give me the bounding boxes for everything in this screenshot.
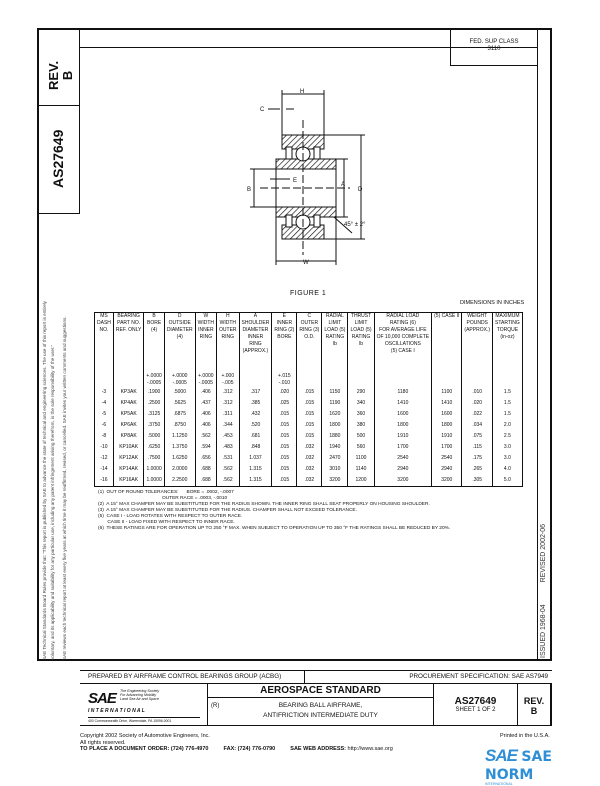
note-line: OUTER RACE = .0003, -.0010 — [98, 496, 228, 501]
cell-thrust: 290 — [348, 387, 374, 398]
cell-c: .032 — [297, 475, 322, 487]
number-cell — [434, 684, 518, 725]
table-row — [95, 453, 523, 464]
cell-d: 2.2500 — [164, 475, 195, 487]
cell-case2: 1600 — [432, 409, 462, 420]
units-note: DIMENSIONS IN INCHES — [460, 300, 525, 306]
fed-sup-class-value: 3110 — [487, 46, 501, 52]
dim-h-label: H — [300, 89, 305, 95]
table-row — [95, 475, 523, 487]
fed-sup-class-box — [450, 28, 537, 66]
note-line: (2) A 15° MAX CHAMFER MAY BE SUBSTITUTED FOR THE RADIUS SHOWN. THE INNER RING SHALL SEAT PROPERLY ON HOUSING SHOULDER. — [98, 502, 430, 507]
column-header-c: C OUTER RING (3) O.D. — [297, 313, 322, 374]
cell-c: .015 — [297, 409, 322, 420]
tolerance — [239, 380, 272, 387]
cell-h: .344 — [217, 420, 240, 431]
cell-b: 1.0000 — [144, 464, 164, 475]
title-cell — [208, 684, 434, 725]
cell-part: KP5AK — [113, 409, 143, 420]
tolerance — [492, 373, 522, 380]
sheet-number: SHEET 1 OF 2 — [455, 707, 496, 713]
cell-h: .312 — [217, 398, 240, 409]
cell-torque: 3.0 — [492, 453, 522, 464]
fed-sup-class-label: FED. SUP CLASS — [469, 39, 519, 45]
tolerance — [113, 380, 143, 387]
sae-logo: SAE — [88, 690, 116, 707]
cell-b: .2500 — [144, 398, 164, 409]
cell-dash: -12 — [95, 453, 114, 464]
tolerance — [374, 373, 432, 380]
cell-e: .020 — [272, 387, 297, 398]
cell-dash: -4 — [95, 398, 114, 409]
cell-c: .015 — [297, 420, 322, 431]
cell-case2: 2540 — [432, 453, 462, 464]
cell-h: .562 — [217, 464, 240, 475]
web-url[interactable]: http://www.sae.org — [347, 746, 393, 752]
cell-d: .6875 — [164, 409, 195, 420]
chamfer-label: 45° ± 2° — [344, 222, 366, 228]
cell-b: .3125 — [144, 409, 164, 420]
tolerance — [432, 373, 462, 380]
cell-thrust: 1100 — [348, 453, 374, 464]
cell-case1: 2540 — [374, 453, 432, 464]
cell-thrust: 380 — [348, 420, 374, 431]
column-header-thrust: THRUST LIMIT LOAD (5) RATING lb — [348, 313, 374, 374]
cell-case1: 2940 — [374, 464, 432, 475]
cell-case2: 1800 — [432, 420, 462, 431]
sae-logo-cell — [80, 684, 208, 725]
note-line: (1) OUT OF ROUND TOLERANCES: BORE = .0002, -.0007 — [98, 490, 234, 495]
tolerance: +.0000 — [195, 373, 216, 380]
disclaimer-line-1: SAE Technical Standards Board Rules provide that: "This report is published by SAE to advance the state of technical and engineering sciences. The use of this report is entirely — [42, 301, 47, 660]
cell-case2: 1100 — [432, 387, 462, 398]
watermark-sub: INTERNATIONAL — [485, 782, 513, 786]
table-row — [95, 431, 523, 442]
cell-radial: 1190 — [322, 398, 348, 409]
rev-cell — [518, 684, 552, 725]
column-header-part: BEARING PART NO. REF. ONLY — [113, 313, 143, 374]
cell-h: .562 — [217, 475, 240, 487]
title-block — [80, 684, 552, 726]
cell-c: .032 — [297, 442, 322, 453]
sae-tagline-2: For Advancing Mobility — [120, 693, 157, 697]
cell-a: .520 — [239, 420, 272, 431]
cell-e: .015 — [272, 420, 297, 431]
cell-weight: .022 — [462, 409, 493, 420]
printed-in: Printed in the U.S.A. — [500, 733, 550, 739]
cell-part: KP8AK — [113, 431, 143, 442]
cell-dash: -14 — [95, 464, 114, 475]
cell-e: .015 — [272, 475, 297, 487]
tolerance: +.0000 — [164, 373, 195, 380]
copyright: Copyright 2002 Society of Automotive Engineers, Inc. — [80, 733, 210, 739]
cell-w: .656 — [195, 453, 216, 464]
rev-box — [37, 28, 80, 106]
revised-date: REVISED 2002-06 — [540, 524, 547, 583]
cell-b: .3750 — [144, 420, 164, 431]
cell-h: .312 — [217, 387, 240, 398]
cell-case1: 1180 — [374, 387, 432, 398]
footer — [80, 733, 393, 753]
rev-label: REV. — [46, 60, 61, 90]
figure-caption: FIGURE 1 — [290, 290, 327, 297]
cell-torque: 2.0 — [492, 420, 522, 431]
tolerance: +.0000 — [144, 373, 164, 380]
cell-e: .015 — [272, 442, 297, 453]
column-header-dash: MS DASH NO. — [95, 313, 114, 374]
cell-torque: 1.5 — [492, 398, 522, 409]
note-line: (6) THESE RATINGS ARE FOR OPERATION UP TO 250 °F MAX. WHEN SUBJECT TO OPERATION UP TO 350 °F THE RATINGS SHALL BE REDUCED BY 20%. — [98, 526, 451, 531]
table-row — [95, 420, 523, 431]
tolerance — [297, 380, 322, 387]
spec-table — [94, 312, 523, 487]
title-line-2: ANTIFRICTION INTERMEDIATE DUTY — [263, 712, 378, 719]
rev-value: B — [60, 70, 75, 81]
cell-radial: 1150 — [322, 387, 348, 398]
tolerance — [297, 373, 322, 380]
cell-part: KP12AK — [113, 453, 143, 464]
procurement-spec: PROCUREMENT SPECIFICATION: SAE AS7949 — [409, 673, 548, 680]
cell-torque: 5.0 — [492, 475, 522, 487]
sae-tagline-3: Land Sea Air and Space — [120, 697, 159, 701]
fax-label: FAX: — [223, 746, 237, 752]
cell-b: .6250 — [144, 442, 164, 453]
tolerance — [348, 373, 374, 380]
column-header-a: A SHOULDER DIAMETER INNER RING (APPROX.) — [239, 313, 272, 374]
right-strip — [537, 28, 552, 661]
table-row — [95, 464, 523, 475]
cell-torque: 3.0 — [492, 442, 522, 453]
cell-case1: 1700 — [374, 442, 432, 453]
rev-value-footer: B — [530, 706, 538, 716]
cell-dash: -6 — [95, 420, 114, 431]
tolerance — [432, 380, 462, 387]
dim-e-label: E — [293, 178, 298, 184]
tolerance — [348, 380, 374, 387]
cell-d: .5000 — [164, 387, 195, 398]
cell-thrust: 560 — [348, 442, 374, 453]
cell-c: .015 — [297, 398, 322, 409]
tolerance: -.005 — [217, 380, 240, 387]
cell-w: .406 — [195, 420, 216, 431]
sae-norm-watermark — [485, 746, 600, 786]
tolerance — [113, 373, 143, 380]
tolerance: -.0005 — [144, 380, 164, 387]
cell-weight: .020 — [462, 398, 493, 409]
cell-h: .531 — [217, 453, 240, 464]
tolerance — [462, 380, 493, 387]
cell-weight: .305 — [462, 475, 493, 487]
doc-number-box — [37, 106, 80, 214]
cell-radial: 1880 — [322, 431, 348, 442]
prepared-row — [80, 670, 552, 684]
cell-case2: 1700 — [432, 442, 462, 453]
tolerance — [492, 380, 522, 387]
cell-weight: .115 — [462, 442, 493, 453]
fax-phone: (724) 776-0790 — [237, 746, 276, 752]
prepared-by: PREPARED BY AIRFRAME CONTROL BEARINGS GROUP (ACBG) — [80, 671, 305, 683]
tolerance: -.010 — [272, 380, 297, 387]
cell-b: .5000 — [144, 431, 164, 442]
cell-thrust: 340 — [348, 398, 374, 409]
column-header-torque: MAXIMUM STARTING TORQUE (in-oz) — [492, 313, 522, 374]
cell-w: .688 — [195, 475, 216, 487]
cell-w: .437 — [195, 398, 216, 409]
sae-tagline-1: The Engineering Society — [120, 689, 160, 693]
cell-dash: -3 — [95, 387, 114, 398]
cell-e: .015 — [272, 464, 297, 475]
tolerance — [95, 373, 114, 380]
cell-part: KP16AK — [113, 475, 143, 487]
tolerance — [374, 380, 432, 387]
cell-part: KP3AK — [113, 387, 143, 398]
cell-w: .688 — [195, 464, 216, 475]
cell-torque: 1.5 — [492, 409, 522, 420]
column-header-weight: WEIGHT POUNDS (APPROX.) — [462, 313, 493, 374]
table-row — [95, 442, 523, 453]
cell-e: .015 — [272, 431, 297, 442]
cell-case1: 3200 — [374, 475, 432, 487]
cell-a: .432 — [239, 409, 272, 420]
column-header-d: D OUTSIDE DIAMETER (4) — [164, 313, 195, 374]
cell-radial: 3010 — [322, 464, 348, 475]
cell-d: 1.3750 — [164, 442, 195, 453]
tolerance: +.015 — [272, 373, 297, 380]
cell-d: 1.6250 — [164, 453, 195, 464]
rev-label-footer: REV. — [523, 696, 545, 706]
bearing-figure — [240, 85, 390, 270]
sae-address: 400 Commonwealth Drive, Warrendale, PA 15096-0001 — [88, 717, 200, 723]
cell-h: .483 — [217, 442, 240, 453]
cell-case1: 1410 — [374, 398, 432, 409]
cell-d: .5625 — [164, 398, 195, 409]
doc-number-vertical: AS27649 — [50, 129, 66, 188]
tolerance — [95, 380, 114, 387]
cell-d: 2.0000 — [164, 464, 195, 475]
tolerance: +.000 — [217, 373, 240, 380]
cell-weight: .010 — [462, 387, 493, 398]
table-row — [95, 398, 523, 409]
cell-case1: 1600 — [374, 409, 432, 420]
issued-date: ISSUED 1968-04 — [540, 604, 547, 658]
cell-b: 1.0000 — [144, 475, 164, 487]
cell-a: .681 — [239, 431, 272, 442]
cell-case2: 2940 — [432, 464, 462, 475]
cell-torque: 1.5 — [492, 387, 522, 398]
order-label: TO PLACE A DOCUMENT ORDER: — [80, 746, 170, 752]
cell-h: .311 — [217, 409, 240, 420]
cell-case1: 1800 — [374, 420, 432, 431]
cell-dash: -16 — [95, 475, 114, 487]
cell-e: .015 — [272, 453, 297, 464]
cell-w: .562 — [195, 431, 216, 442]
column-header-h: H WIDTH OUTER RING — [217, 313, 240, 374]
tolerance — [322, 380, 348, 387]
column-header-e: E INNER RING (2) BORE — [272, 313, 297, 374]
note-line: (5) CASE I - LOAD ROTATES WITH RESPECT TO OUTER RACE. — [98, 514, 243, 519]
cell-case2: 1910 — [432, 431, 462, 442]
cell-thrust: 1140 — [348, 464, 374, 475]
cell-a: .317 — [239, 387, 272, 398]
cell-d: 1.1250 — [164, 431, 195, 442]
cell-part: KP6AK — [113, 420, 143, 431]
tolerance: -.0005 — [164, 380, 195, 387]
cell-d: .8750 — [164, 420, 195, 431]
cell-weight: .075 — [462, 431, 493, 442]
cell-e: .015 — [272, 409, 297, 420]
table-row — [95, 387, 523, 398]
cell-h: .453 — [217, 431, 240, 442]
cell-c: .015 — [297, 387, 322, 398]
cell-thrust: 500 — [348, 431, 374, 442]
tolerance — [322, 373, 348, 380]
column-header-case1: RADIAL LOAD RATING (6) FOR AVERAGE LIFE OF 10,000 COMPLETE OSCILLATIONS (5) CASE I — [374, 313, 432, 374]
cell-torque: 4.0 — [492, 464, 522, 475]
title-line-1: BEARING BALL AIRFRAME, — [278, 702, 363, 709]
column-header-w: W WIDTH INNER RING — [195, 313, 216, 374]
cell-a: 1.315 — [239, 464, 272, 475]
cell-a: 1.315 — [239, 475, 272, 487]
cell-thrust: 360 — [348, 409, 374, 420]
dim-d-label: D — [358, 187, 363, 193]
cell-dash: -8 — [95, 431, 114, 442]
cell-dash: -10 — [95, 442, 114, 453]
tolerance — [239, 373, 272, 380]
order-phone: (724) 776-4970 — [170, 746, 209, 752]
cell-case2: 1410 — [432, 398, 462, 409]
disclaimer-line-2: voluntary, and its applicability and suitability for any particular use, including any patent infringement arising therefrom, is the sole responsibility of the user." — [50, 344, 55, 660]
dim-w-label: W — [303, 260, 309, 266]
cell-part: KP14AK — [113, 464, 143, 475]
cell-torque: 2.5 — [492, 431, 522, 442]
cell-a: .385 — [239, 398, 272, 409]
cell-w: .594 — [195, 442, 216, 453]
cell-part: KP4AK — [113, 398, 143, 409]
cell-radial: 2470 — [322, 453, 348, 464]
rights: All rights reserved. — [80, 739, 126, 746]
cell-w: .406 — [195, 387, 216, 398]
cell-case1: 1910 — [374, 431, 432, 442]
column-header-b: B BORE (4) — [144, 313, 164, 374]
cell-radial: 1940 — [322, 442, 348, 453]
revision-flag: (R) — [211, 703, 220, 709]
cell-weight: .175 — [462, 453, 493, 464]
web-label: SAE WEB ADDRESS: — [290, 746, 347, 752]
cell-thrust: 1200 — [348, 475, 374, 487]
column-header-case2: (5) CASE II — [432, 313, 462, 374]
cell-w: .406 — [195, 409, 216, 420]
cell-c: .032 — [297, 464, 322, 475]
tolerance: -.0005 — [195, 380, 216, 387]
watermark-name: SAE NORM — [485, 749, 552, 783]
cell-radial: 1800 — [322, 420, 348, 431]
dim-b-label: B — [247, 187, 252, 193]
column-header-radial: RADIAL LIMIT LOAD (5) RATING lb — [322, 313, 348, 374]
cell-part: KP10AK — [113, 442, 143, 453]
table-row — [95, 409, 523, 420]
dim-a-label: A — [341, 182, 346, 188]
sae-international: I N T E R N A T I O N A L — [88, 708, 145, 714]
cell-weight: .034 — [462, 420, 493, 431]
cell-a: .848 — [239, 442, 272, 453]
cell-radial: 1620 — [322, 409, 348, 420]
notes — [98, 490, 538, 532]
disclaimer-line-3: SAE reviews each technical report at least every five years at which time it may be reaffirmed, revised, or cancelled. SAE invites your written comments and suggestions. — [62, 316, 67, 660]
cell-c: .015 — [297, 431, 322, 442]
cell-e: .025 — [272, 398, 297, 409]
note-line: CASE II - LOAD FIXED WITH RESPECT TO INNER RACE. — [98, 520, 235, 525]
cell-case2: 3200 — [432, 475, 462, 487]
cell-a: 1.037 — [239, 453, 272, 464]
cell-weight: .265 — [462, 464, 493, 475]
dim-c-label: C — [260, 107, 265, 113]
doc-number: AS27649 — [454, 696, 497, 707]
doc-category: AEROSPACE STANDARD — [208, 684, 433, 698]
cell-c: .032 — [297, 453, 322, 464]
note-line: (3) A 15° MAX CHAMFER MAY BE SUBSTITUTED FOR THE RADIUS. CHAMFER SHALL NOT EXCEED TOLERANCE. — [98, 508, 357, 513]
cell-b: .7500 — [144, 453, 164, 464]
cell-dash: -5 — [95, 409, 114, 420]
tolerance — [462, 373, 493, 380]
watermark-mark: SAE — [485, 746, 517, 765]
cell-radial: 3200 — [322, 475, 348, 487]
cell-b: .1900 — [144, 387, 164, 398]
